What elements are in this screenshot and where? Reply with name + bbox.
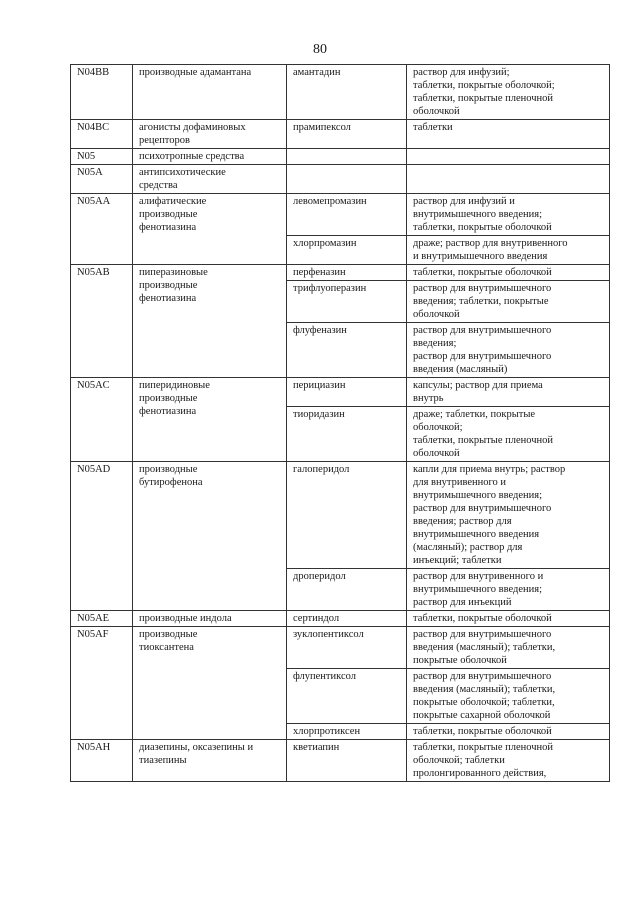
atc-code: N04BC [71, 120, 133, 149]
dosage-form [407, 165, 610, 194]
table-row [71, 462, 610, 569]
atc-code: N05AH [71, 740, 133, 782]
dosage-form: раствор для внутримышечного введения; раствор для внутримышечного введения (масляный) [407, 323, 610, 378]
drug-name: флуфеназин [287, 323, 407, 378]
table-row [71, 265, 610, 281]
dosage-form: таблетки, покрытые оболочкой [407, 611, 610, 627]
drug-table [70, 64, 610, 782]
atc-code: N04BB [71, 65, 133, 120]
dosage-form: раствор для инфузий и внутримышечного введения; таблетки, покрытые оболочкой [407, 194, 610, 236]
drug-name: прамипексол [287, 120, 407, 149]
atc-group: производные тиоксантена [133, 627, 287, 740]
atc-group: производные индола [133, 611, 287, 627]
drug-name: дроперидол [287, 569, 407, 611]
atc-group: антипсихотические средства [133, 165, 287, 194]
table-row [71, 65, 610, 120]
table-row [71, 627, 610, 669]
drug-name [287, 165, 407, 194]
drug-name: хлорпромазин [287, 236, 407, 265]
atc-group: производные бутирофенона [133, 462, 287, 611]
dosage-form: таблетки, покрытые оболочкой [407, 724, 610, 740]
dosage-form: капсулы; раствор для приема внутрь [407, 378, 610, 407]
atc-code: N05AF [71, 627, 133, 740]
atc-code: N05AE [71, 611, 133, 627]
atc-code: N05A [71, 165, 133, 194]
drug-name: галоперидол [287, 462, 407, 569]
dosage-form: таблетки, покрытые пленочной оболочкой; таблетки пролонгированного действия, [407, 740, 610, 782]
dosage-form: драже; раствор для внутривенного и внутримышечного введения [407, 236, 610, 265]
dosage-form: раствор для внутримышечного введения; таблетки, покрытые оболочкой [407, 281, 610, 323]
atc-group: алифатические производные фенотиазина [133, 194, 287, 265]
atc-code: N05AB [71, 265, 133, 378]
dosage-form: раствор для инфузий; таблетки, покрытые оболочкой; таблетки, покрытые пленочной оболочкой [407, 65, 610, 120]
drug-name: кветиапин [287, 740, 407, 782]
drug-name: перициазин [287, 378, 407, 407]
table-row [71, 740, 610, 782]
table-row [71, 165, 610, 194]
atc-group: пиперазиновые производные фенотиазина [133, 265, 287, 378]
table-row [71, 120, 610, 149]
drug-name: зуклопентиксол [287, 627, 407, 669]
atc-code: N05AC [71, 378, 133, 462]
atc-group: агонисты дофаминовых рецепторов [133, 120, 287, 149]
table-row [71, 194, 610, 236]
drug-name: сертиндол [287, 611, 407, 627]
drug-name: амантадин [287, 65, 407, 120]
drug-name [287, 149, 407, 165]
atc-group: психотропные средства [133, 149, 287, 165]
atc-code: N05AA [71, 194, 133, 265]
atc-code: N05AD [71, 462, 133, 611]
drug-name: тиоридазин [287, 407, 407, 462]
dosage-form: таблетки, покрытые оболочкой [407, 265, 610, 281]
atc-group: производные адамантана [133, 65, 287, 120]
drug-name: хлорпротиксен [287, 724, 407, 740]
atc-group: пиперидиновые производные фенотиазина [133, 378, 287, 462]
table-row [71, 378, 610, 407]
dosage-form: капли для приема внутрь; раствор для внутривенного и внутримышечного введения; раствор для внутримышечного введения; раствор для внутримышечного введения (масляный); раствор для инъекций; таблетки [407, 462, 610, 569]
table-row [71, 149, 610, 165]
dosage-form: драже; таблетки, покрытые оболочкой; таблетки, покрытые пленочной оболочкой [407, 407, 610, 462]
dosage-form [407, 149, 610, 165]
dosage-form: раствор для внутримышечного введения (масляный); таблетки, покрытые оболочкой; таблетки, покрытые сахарной оболочкой [407, 669, 610, 724]
drug-name: левомепромазин [287, 194, 407, 236]
drug-name: флупентиксол [287, 669, 407, 724]
drug-name: трифлуоперазин [287, 281, 407, 323]
dosage-form: раствор для внутривенного и внутримышечного введения; раствор для инъекций [407, 569, 610, 611]
drug-name: перфеназин [287, 265, 407, 281]
dosage-form: таблетки [407, 120, 610, 149]
dosage-form: раствор для внутримышечного введения (масляный); таблетки, покрытые оболочкой [407, 627, 610, 669]
atc-code: N05 [71, 149, 133, 165]
table-row [71, 611, 610, 627]
atc-group: диазепины, оксазепины и тиазепины [133, 740, 287, 782]
page-number: 80 [313, 42, 327, 57]
